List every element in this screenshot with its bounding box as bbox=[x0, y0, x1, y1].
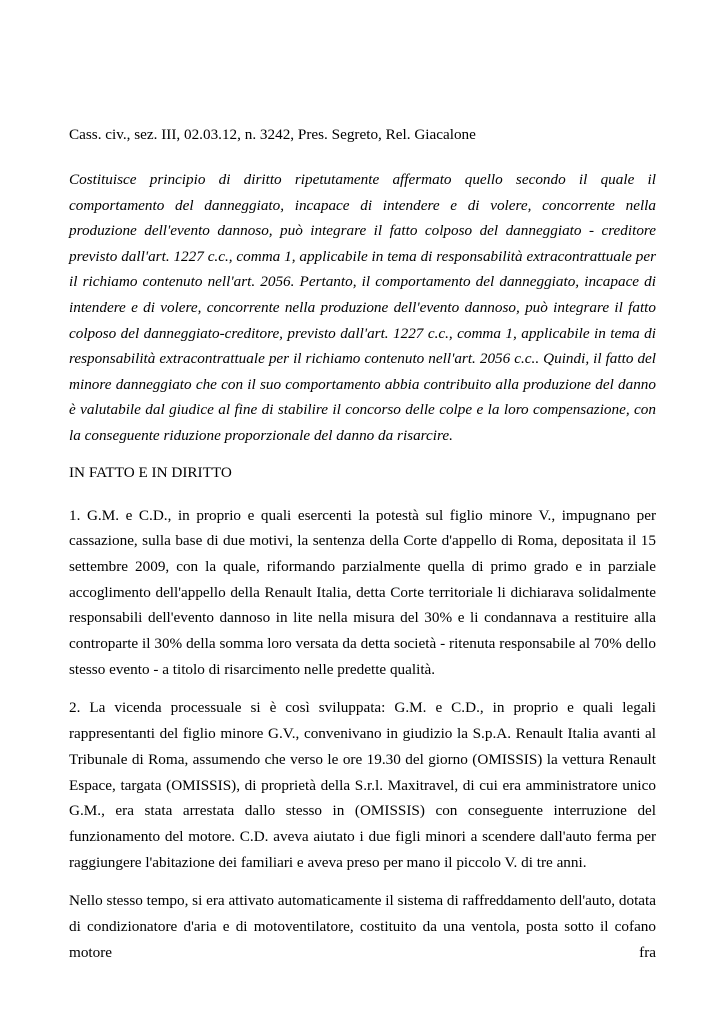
case-citation: Cass. civ., sez. III, 02.03.12, n. 3242, Pres. Segreto, Rel. Giacalone bbox=[69, 126, 476, 143]
document-page bbox=[69, 122, 656, 978]
paragraph-3: Nello stesso tempo, si era attivato automaticamente il sistema di raffreddamento dell'auto, dotata di condizionatore d'aria e di motoventilatore, costituito da una ventola, posta sotto il cofano motore fra bbox=[69, 892, 656, 961]
paragraph-2: 2. La vicenda processuale si è così sviluppata: G.M. e C.D., in proprio e quali legali rappresentanti del figlio minore G.V., convenivano in giudizio la S.p.A. Renault Italia avanti al Tribunale di Roma, assumendo che verso le ore 19.30 del giorno (OMISSIS) la vettura Renault Espace, targata (OMISSIS), di proprietà della S.r.l. Maxitravel, di cui era amministratore unico G.M., era stata arrestata dallo stesso in (OMISSIS) con conseguente interruzione del funzionamento del motore. C.D. aveva aiutato i due figli minori a scendere dall'auto ferma per raggiungere l'abitazione dei familiari e aveva preso per mano il piccolo V. di tre anni. bbox=[69, 699, 656, 871]
legal-principle-summary: Costituisce principio di diritto ripetutamente affermato quello secondo il quale il comportamento del danneggiato, incapace di intendere e di volere, concorrente nella produzione dell'evento dannoso, può integrare il fatto colposo del danneggiato - creditore previsto dall'art. 1227 c.c., comma 1, applicabile in tema di responsabilità extracontrattuale per il richiamo contenuto nell'art. 2056. Pertanto, il comportamento del danneggiato, incapace di intendere e di volere, concorrente nella produzione dell'evento dannoso, può integrare il fatto colposo del danneggiato-creditore, previsto dall'art. 1227 c.c., comma 1, applicabile in tema di responsabilità extracontrattuale per il richiamo contenuto nell'art. 2056 c.c.. Quindi, il fatto del minore danneggiato che con il suo comportamento abbia contribuito alla produzione del danno è valutabile dal giudice al fine di stabilire il concorso delle colpe e la loro compensazione, con la conseguente riduzione proporzionale del danno da risarcire. bbox=[69, 171, 656, 444]
paragraph-1: 1. G.M. e C.D., in proprio e quali esercenti la potestà sul figlio minore V., impugnano per cassazione, sulla base di due motivi, la sentenza della Corte d'appello di Roma, depositata il 15 settembre 2009, con la quale, riformando parzialmente quella di primo grado e in parziale accoglimento dell'appello della Renault Italia, detta Corte territoriale li dichiarava solidalmente responsabili dell'evento dannoso in lite nella misura del 30% e li condannava a restituire alla controparte il 30% della somma loro versata da detta società - ritenuta responsabile al 70% dello stesso evento - a titolo di risarcimento nelle predette qualità. bbox=[69, 506, 656, 678]
section-heading: IN FATTO E IN DIRITTO bbox=[69, 463, 232, 481]
